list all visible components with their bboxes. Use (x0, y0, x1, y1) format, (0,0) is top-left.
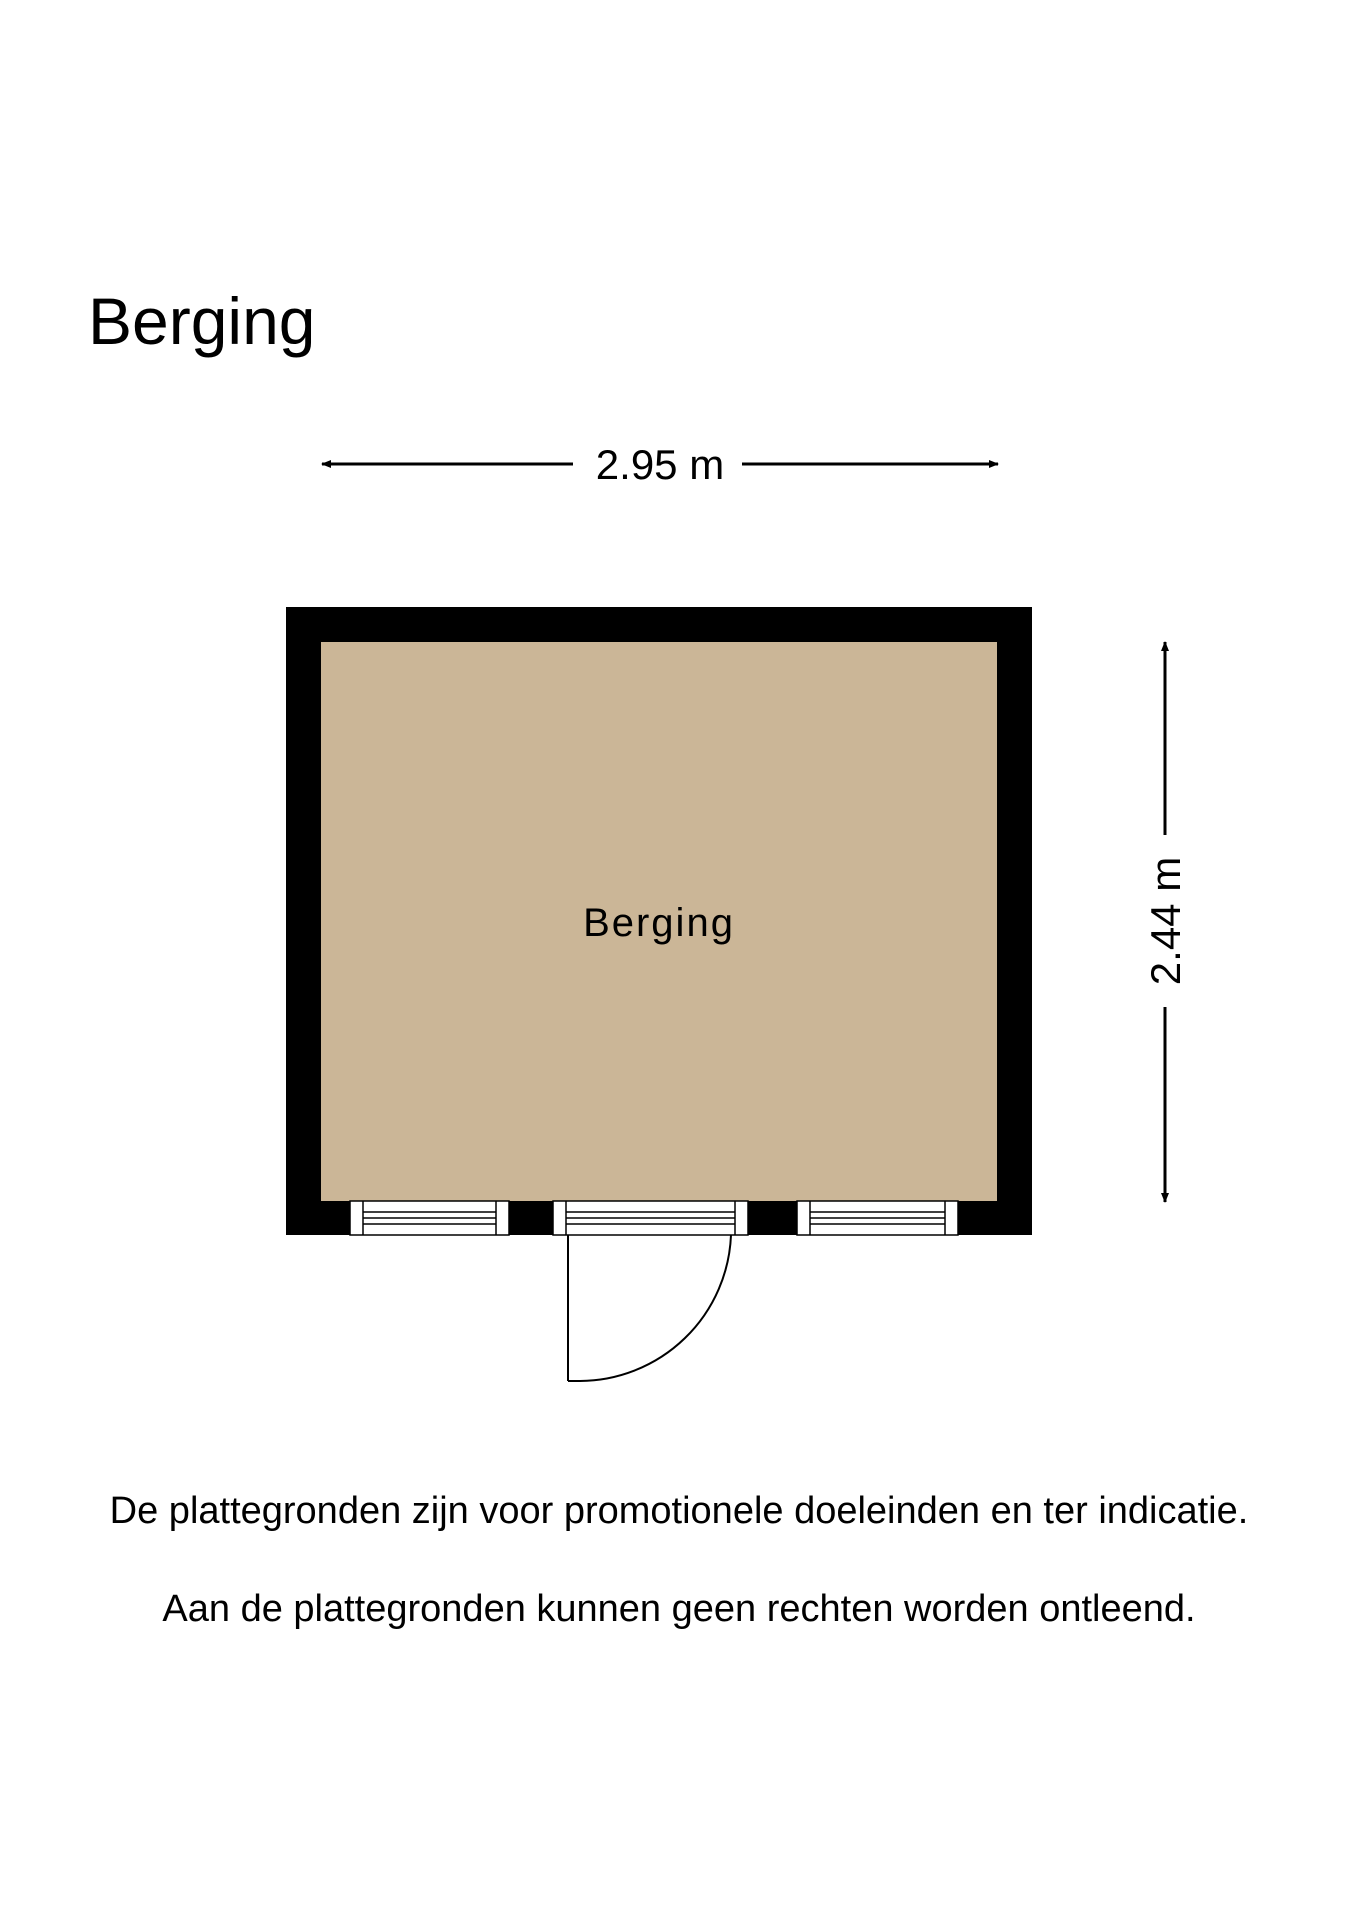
height-dimension (1142, 642, 1189, 1202)
window-right (797, 1201, 958, 1235)
page-title: Berging (88, 284, 316, 358)
wall-bottom-left-pier (286, 1201, 350, 1235)
disclaimer-line-1: De plattegronden zijn voor promotionele doeleinden en ter indicatie. (109, 1490, 1249, 1532)
wall-left (286, 607, 321, 1235)
window-left (350, 1201, 509, 1235)
width-dimension-label: 2.95 m (595, 441, 725, 488)
wall-bottom-center-left-pier (509, 1201, 553, 1235)
width-dimension (322, 441, 998, 488)
wall-right (997, 607, 1032, 1235)
room-label: Berging (583, 901, 735, 945)
wall-bottom-center-right-pier (748, 1201, 797, 1235)
disclaimer-line-2: Aan de plattegronden kunnen geen rechten worden ontleend. (162, 1588, 1196, 1630)
door-arc (580, 1235, 731, 1381)
door-frame (553, 1201, 748, 1235)
wall-bottom-right-pier (958, 1201, 1032, 1235)
wall-top (286, 607, 1032, 642)
door-swing (568, 1235, 731, 1381)
height-dimension-label: 2.44 m (1142, 856, 1189, 986)
